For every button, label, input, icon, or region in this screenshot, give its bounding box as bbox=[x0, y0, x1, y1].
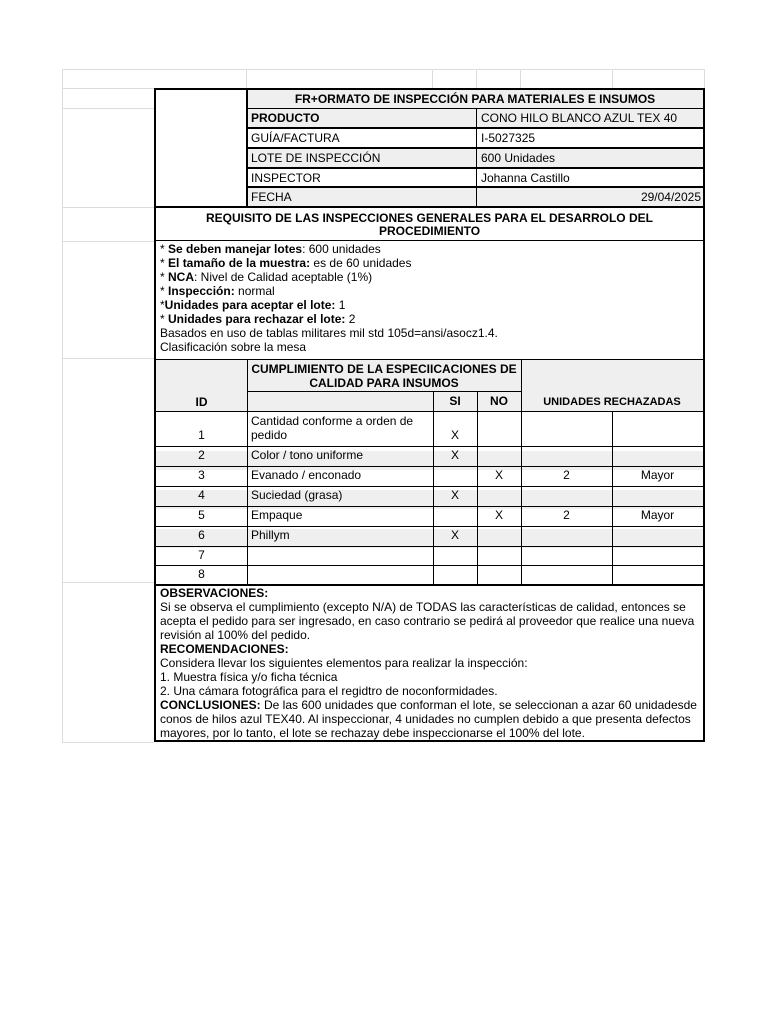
value-fecha: 29/04/2025 bbox=[640, 190, 701, 204]
row-desc: Color / tono uniforme bbox=[251, 448, 364, 462]
row-si: X bbox=[450, 428, 459, 442]
row-desc: Evanado / enconado bbox=[251, 468, 362, 482]
row-desc: pedido bbox=[251, 428, 288, 442]
requirement-item: * Se deben manejar lotes: 600 unidades bbox=[160, 242, 381, 256]
row-no: X bbox=[494, 468, 503, 482]
requirement-item: * Inspección: normal bbox=[160, 284, 275, 298]
row-desc: Empaque bbox=[251, 508, 303, 522]
row-id: 1 bbox=[198, 428, 205, 442]
row-id: 6 bbox=[198, 528, 205, 542]
label-inspector: INSPECTOR bbox=[251, 171, 321, 185]
inspection-form bbox=[154, 88, 705, 742]
row-units: 2 bbox=[563, 508, 570, 522]
row-desc: Suciedad (grasa) bbox=[251, 488, 343, 502]
value-lote: 600 Unidades bbox=[481, 151, 556, 165]
requirements-heading-2: PROCEDIMIENTO bbox=[378, 224, 481, 238]
label-guia: GUÍA/FACTURA bbox=[251, 131, 340, 145]
col-rejected-header: UNIDADES RECHAZADAS bbox=[543, 396, 681, 408]
requirement-item: * Unidades para rechazar el lote: 2 bbox=[160, 312, 356, 326]
col-id-header: ID bbox=[195, 395, 208, 409]
value-guia: I-5027325 bbox=[481, 131, 536, 145]
recommendations-line: 2. Una cámara fotográfica para el regidtro de noconformidades. bbox=[160, 684, 498, 698]
observations-line: Si se observa el cumplimiento (excepto N/A) de TODAS las características de calidad, entonces se bbox=[160, 600, 686, 614]
row-desc: Cantidad conforme a orden de bbox=[251, 414, 414, 428]
requirement-item: *Unidades para aceptar el lote: 1 bbox=[160, 298, 346, 312]
label-lote: LOTE DE INSPECCIÓN bbox=[251, 151, 381, 165]
value-inspector: Johanna Castillo bbox=[481, 171, 570, 185]
col-si-header: SI bbox=[449, 394, 461, 408]
compliance-heading-2: CALIDAD PARA INSUMOS bbox=[309, 376, 459, 390]
row-id: 7 bbox=[198, 548, 205, 562]
requirement-item: * NCA: Nivel de Calidad aceptable (1%) bbox=[160, 270, 373, 284]
row-id: 5 bbox=[198, 508, 205, 522]
row-id: 2 bbox=[198, 448, 205, 462]
row-no: X bbox=[494, 508, 503, 522]
conclusions-line: CONCLUSIONES: De las 600 unidades que conforman el lote, se seleccionan a azar 60 unidadesde bbox=[160, 698, 697, 712]
row-desc: Phillym bbox=[251, 528, 290, 542]
row-severity: Mayor bbox=[640, 468, 675, 482]
row-severity: Mayor bbox=[640, 508, 675, 522]
requirement-note: Clasificación sobre la mesa bbox=[160, 340, 307, 354]
row-id: 3 bbox=[198, 468, 205, 482]
observations-heading: OBSERVACIONES: bbox=[160, 586, 269, 600]
observations-line: acepta el pedido para ser ingresado, en caso contrario se pedirá al proveedor que realice una nueva bbox=[160, 614, 695, 628]
label-fecha: FECHA bbox=[251, 190, 292, 204]
requirement-item: * El tamaño de la muestra: es de 60 unidades bbox=[160, 256, 412, 270]
compliance-heading-1: CUMPLIMIENTO DE LA ESPECIICACIONES DE bbox=[251, 362, 517, 376]
row-id: 4 bbox=[198, 488, 205, 502]
conclusions-line: mayores, por lo tanto, el lote se rechazay debe inspeccionarse el 100% del lote. bbox=[160, 726, 585, 740]
recommendations-line: 1. Muestra física y/o ficha técnica bbox=[160, 670, 338, 684]
form-title: FR+ORMATO DE INSPECCIÓN PARA MATERIALES E INSUMOS bbox=[294, 92, 656, 106]
row-si: X bbox=[450, 528, 459, 542]
row-si: X bbox=[450, 488, 459, 502]
row-units: 2 bbox=[563, 468, 570, 482]
observations-line: revisión al 100% del pedido. bbox=[160, 628, 311, 642]
conclusions-line: conos de hilos azul TEX40. Al inspeccionar, 4 unidades no cumplen debido a que presenta defectos bbox=[160, 712, 691, 726]
row-si: X bbox=[450, 448, 459, 462]
requirement-note: Basados en uso de tablas militares mil std 105d=ansi/asocz1.4. bbox=[160, 326, 498, 340]
row-id: 8 bbox=[198, 567, 205, 581]
label-producto: PRODUCTO bbox=[251, 111, 320, 125]
value-producto: CONO HILO BLANCO AZUL TEX 40 bbox=[481, 111, 678, 125]
col-no-header: NO bbox=[490, 394, 508, 408]
recommendations-heading: RECOMENDACIONES: bbox=[160, 642, 289, 656]
requirements-heading-1: REQUISITO DE LAS INSPECCIONES GENERALES PARA EL DESARROLO DEL bbox=[206, 211, 653, 225]
recommendations-line: Considera llevar los siguientes elementos para realizar la inspección: bbox=[160, 656, 528, 670]
